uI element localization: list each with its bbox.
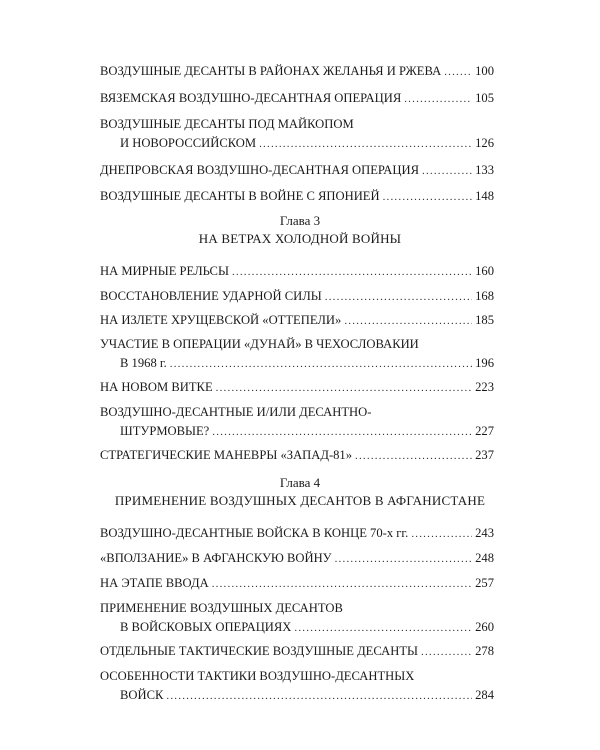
- toc-entry-title: ВОССТАНОВЛЕНИЕ УДАРНОЙ СИЛЫ: [100, 289, 322, 303]
- toc-entry-page: 243: [475, 526, 494, 540]
- toc-entry-title: СТРАТЕГИЧЕСКИЕ МАНЕВРЫ «ЗАПАД-81»: [100, 448, 353, 462]
- toc-entry-title: ВЯЗЕМСКАЯ ВОЗДУШНО-ДЕСАНТНАЯ ОПЕРАЦИЯ: [100, 91, 402, 105]
- toc-entry: [100, 667, 494, 706]
- toc-entry-title: НА МИРНЫЕ РЕЛЬСЫ: [100, 264, 229, 278]
- toc-entry-title: ВОЗДУШНЫЕ ДЕСАНТЫ В РАЙОНАХ ЖЕЛАНЬЯ И РЖЕВА: [100, 64, 442, 78]
- toc-entry-title: ВОЗДУШНЫЕ ДЕСАНТЫ В ВОЙНЕ С ЯПОНИЕЙ: [100, 189, 380, 203]
- toc-entry-title: УЧАСТИЕ В ОПЕРАЦИИ «ДУНАЙ» В ЧЕХОСЛОВАКИИ: [100, 337, 419, 351]
- toc-entry-page: 227: [475, 424, 494, 438]
- chapter-title: НА ВЕТРАХ ХОЛОДНОЙ ВОЙНЫ: [198, 231, 402, 246]
- toc-entry-page: 105: [475, 91, 494, 105]
- leader-dots: [421, 643, 472, 662]
- toc-entry-title: «ВПОЛЗАНИЕ» В АФГАНСКУЮ ВОЙНУ: [100, 551, 332, 565]
- chapter-label: Глава 4: [279, 475, 321, 490]
- toc-entry-title-cont: ВОЙСК: [120, 688, 164, 702]
- toc-entry: [100, 262, 494, 282]
- chapter-title: ПРИМЕНЕНИЕ ВОЗДУШНЫХ ДЕСАНТОВ В АФГАНИСТАНЕ: [114, 493, 486, 508]
- toc-entry-page: 133: [475, 163, 494, 177]
- toc-entry-title: ВОЗДУШНО-ДЕСАНТНЫЕ ВОЙСКА В КОНЦЕ 70-х гг.: [100, 526, 409, 540]
- toc-entry: [100, 161, 494, 181]
- toc-entry-title-cont: И НОВОРОССИЙСКОМ: [120, 136, 257, 150]
- leader-dots: [335, 550, 473, 569]
- chapter-heading: [60, 474, 540, 510]
- toc-entry-page: 284: [475, 688, 494, 702]
- leader-dots: [232, 263, 472, 282]
- leader-dots: [170, 355, 472, 374]
- toc-entry-title: ПРИМЕНЕНИЕ ВОЗДУШНЫХ ДЕСАНТОВ: [100, 601, 343, 615]
- leader-dots: [404, 90, 472, 109]
- toc-entry-page: 100: [475, 64, 494, 78]
- toc-entry-title: ОСОБЕННОСТИ ТАКТИКИ ВОЗДУШНО-ДЕСАНТНЫХ: [100, 669, 415, 683]
- leader-dots: [325, 288, 472, 307]
- toc-entry-page: 160: [475, 264, 494, 278]
- toc-entry: [100, 403, 494, 442]
- toc-entry: [100, 642, 494, 662]
- toc-entry-title-cont: В ВОЙСКОВЫХ ОПЕРАЦИЯХ: [120, 620, 292, 634]
- toc-entry-page: 126: [475, 136, 494, 150]
- leader-dots: [212, 423, 472, 442]
- chapter-heading: [60, 212, 540, 248]
- toc-entry-page: 260: [475, 620, 494, 634]
- toc-entry-page: 196: [475, 356, 494, 370]
- toc-entry: [100, 549, 494, 569]
- toc-entry: [100, 287, 494, 307]
- chapter-label: Глава 3: [279, 213, 321, 228]
- toc-entry: [100, 378, 494, 398]
- toc-entry-title: ДНЕПРОВСКАЯ ВОЗДУШНО-ДЕСАНТНАЯ ОПЕРАЦИЯ: [100, 163, 419, 177]
- toc-entry: [100, 574, 494, 594]
- toc-entry-page: 168: [475, 289, 494, 303]
- leader-dots: [444, 63, 472, 82]
- toc-entry-page: 148: [475, 189, 494, 203]
- toc-entry: [100, 187, 494, 207]
- toc-entry-title: НА НОВОМ ВИТКЕ: [100, 380, 213, 394]
- leader-dots: [411, 525, 472, 544]
- toc-entry-title-cont: ШТУРМОВЫЕ?: [120, 424, 210, 438]
- leader-dots: [259, 135, 472, 154]
- leader-dots: [422, 162, 472, 181]
- toc-entry: [100, 311, 494, 331]
- toc-entry: [100, 524, 494, 544]
- toc-entry-title: ВОЗДУШНЫЕ ДЕСАНТЫ ПОД МАЙКОПОМ: [100, 117, 354, 131]
- leader-dots: [383, 188, 473, 207]
- toc-entry: [100, 599, 494, 638]
- toc-entry-title: ОТДЕЛЬНЫЕ ТАКТИЧЕСКИЕ ВОЗДУШНЫЕ ДЕСАНТЫ: [100, 644, 419, 658]
- toc-entry-page: 248: [475, 551, 494, 565]
- leader-dots: [294, 619, 472, 638]
- leader-dots: [344, 312, 472, 331]
- leader-dots: [166, 687, 472, 706]
- toc-entry-page: 223: [475, 380, 494, 394]
- leader-dots: [355, 447, 472, 466]
- toc-entry: [100, 115, 494, 154]
- toc-entry-title: ВОЗДУШНО-ДЕСАНТНЫЕ И/ИЛИ ДЕСАНТНО-: [100, 405, 372, 419]
- toc-entry: [100, 335, 494, 374]
- toc-entry-title: НА ИЗЛЕТЕ ХРУЩЕВСКОЙ «ОТТЕПЕЛИ»: [100, 313, 342, 327]
- toc-entry-page: 185: [475, 313, 494, 327]
- toc-entry-page: 257: [475, 576, 494, 590]
- toc-entry: [100, 89, 494, 109]
- toc-entry: [100, 446, 494, 466]
- leader-dots: [212, 575, 472, 594]
- leader-dots: [216, 379, 472, 398]
- toc-entry-page: 237: [475, 448, 494, 462]
- toc-entry-title-cont: В 1968 г.: [120, 356, 167, 370]
- toc-entry-title: НА ЭТАПЕ ВВОДА: [100, 576, 209, 590]
- toc-entry-page: 278: [475, 644, 494, 658]
- toc-entry: [100, 62, 494, 82]
